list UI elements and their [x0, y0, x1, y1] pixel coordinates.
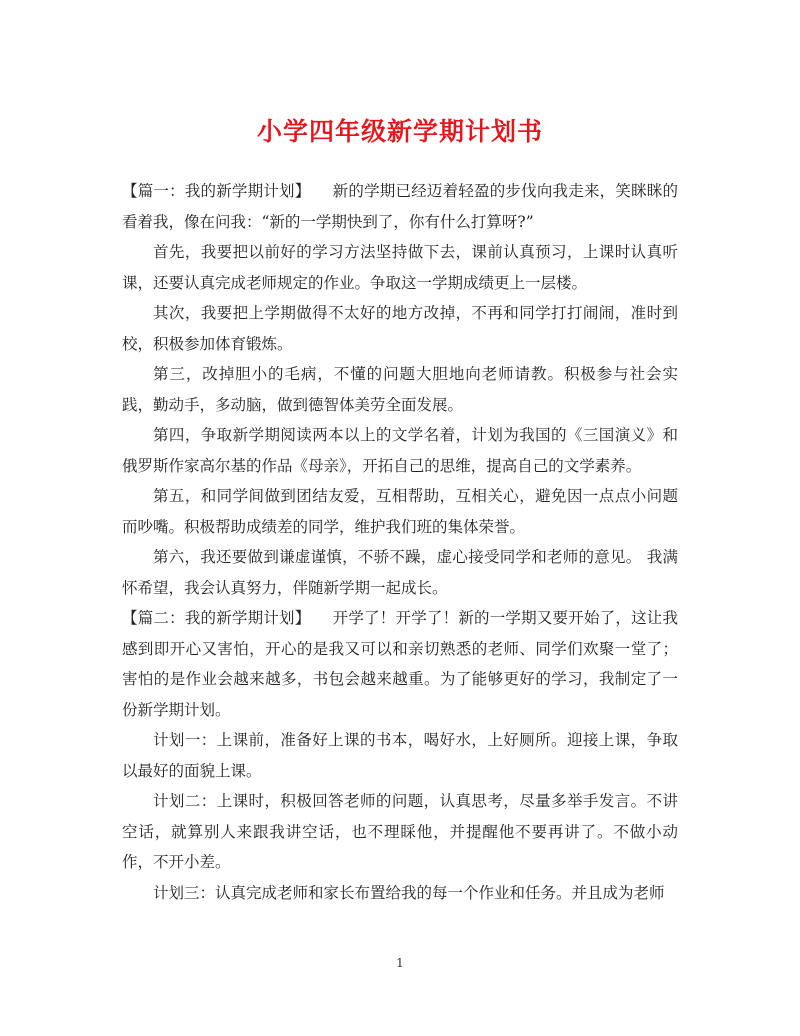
section1-intro-paragraph: [122, 176, 678, 237]
section2-intro-paragraph: [122, 603, 678, 725]
section1-paragraph-5: 第五，和同学间做到团结友爱，互相帮助，互相关心，避免因一点点小问题而吵嘴。积极帮助成绩差的同学，维护我们班的集体荣誉。: [122, 487, 678, 536]
section1-heading: 【篇一：我的新学期计划】: [122, 182, 311, 200]
page-number: 1: [396, 956, 404, 970]
section2-heading: 【篇二：我的新学期计划】: [122, 609, 311, 627]
section1-paragraph-6: 第六，我还要做到谦虚谨慎，不骄不躁，虚心接受同学和老师的意见。 我满怀希望，我会认真努力，伴随新学期一起成长。: [122, 548, 678, 597]
section2-intro: 开学了！开学了！新的一学期又要开始了，这让我感到即开心又害怕，开心的是我又可以和亲切熟悉的老师、同学们欢聚一堂了；害怕的是作业会越来越多，书包会越来越重。为了能够更好的学习，我制定了一份新学期计划。: [122, 609, 678, 719]
section1-intro: 新的学期已经迈着轻盈的步伐向我走来，笑眯眯的看着我，像在问我：“新的一学期快到了，你有什么打算呀?”: [122, 182, 678, 231]
section1-paragraph-3: 第三，改掉胆小的毛病，不懂的问题大胆地向老师请教。积极参与社会实践，勤动手，多动脑，做到德智体美劳全面发展。: [122, 365, 678, 414]
section1-paragraph-4: 第四，争取新学期阅读两本以上的文学名着，计划为我国的《三国演义》和俄罗斯作家高尔基的作品《母亲》，开拓自己的思维，提高自己的文学素养。: [122, 426, 678, 475]
document-title: 小学四年级新学期计划书: [256, 117, 543, 146]
section2-paragraph-1: 计划一：上课前，准备好上课的书本，喝好水，上好厕所。迎接上课，争取以最好的面貌上课。: [122, 731, 678, 780]
section2-paragraph-3: 计划三：认真完成老师和家长布置给我的每一个作业和任务。并且成为老师: [153, 883, 665, 902]
document-body: [122, 176, 678, 908]
section1-paragraph-2: 其次，我要把上学期做得不太好的地方改掉，不再和同学打打闹闹，准时到校，积极参加体育锻炼。: [122, 304, 678, 353]
section2-paragraph-2: 计划二：上课时，积极回答老师的问题，认真思考，尽量多举手发言。不讲空话，就算别人来跟我讲空话，也不理睬他，并提醒他不要再讲了。不做小动作，不开小差。: [122, 792, 678, 871]
section1-paragraph-1: 首先，我要把以前好的学习方法坚持做下去，课前认真预习，上课时认真听课，还要认真完成老师规定的作业。争取这一学期成绩更上一层楼。: [122, 243, 678, 292]
